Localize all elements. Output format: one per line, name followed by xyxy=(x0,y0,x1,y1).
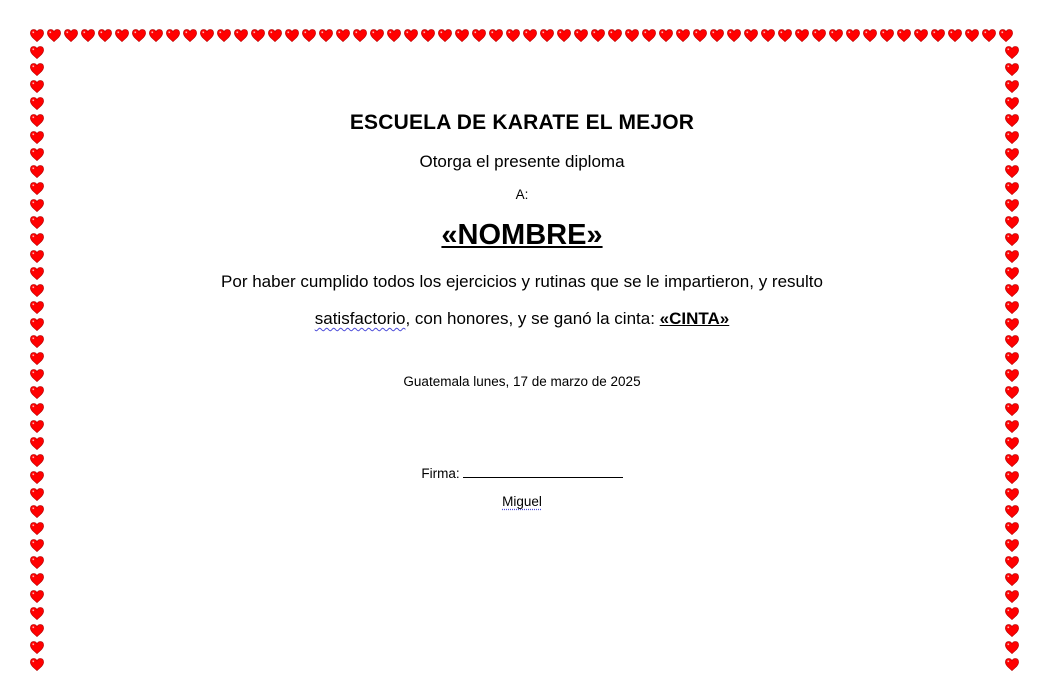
recipient-label: A: xyxy=(515,187,529,202)
spellcheck-word: satisfactorio xyxy=(314,309,406,328)
signature-rule xyxy=(463,463,623,478)
signature-label: Firma: xyxy=(421,466,460,481)
signature-line xyxy=(0,463,1044,481)
signer xyxy=(0,494,1044,509)
belt-field: «CINTA» xyxy=(659,309,730,328)
diploma-body-line-2 xyxy=(0,309,1044,329)
body-line-2-text: , con honores, y se ganó la cinta: xyxy=(405,309,660,328)
recipient-name-field: «NOMBRE» xyxy=(441,219,603,251)
diploma-subtitle: Otorga el presente diploma xyxy=(419,152,625,171)
diploma-body-line-1: Por haber cumplido todos los ejercicios y rutinas que se le impartieron, y resulto xyxy=(221,272,823,291)
date-line: Guatemala lunes, 17 de marzo de 2025 xyxy=(403,374,641,389)
signer-name: Miguel xyxy=(502,494,542,509)
school-title: ESCUELA DE KARATE EL MEJOR xyxy=(349,111,695,134)
